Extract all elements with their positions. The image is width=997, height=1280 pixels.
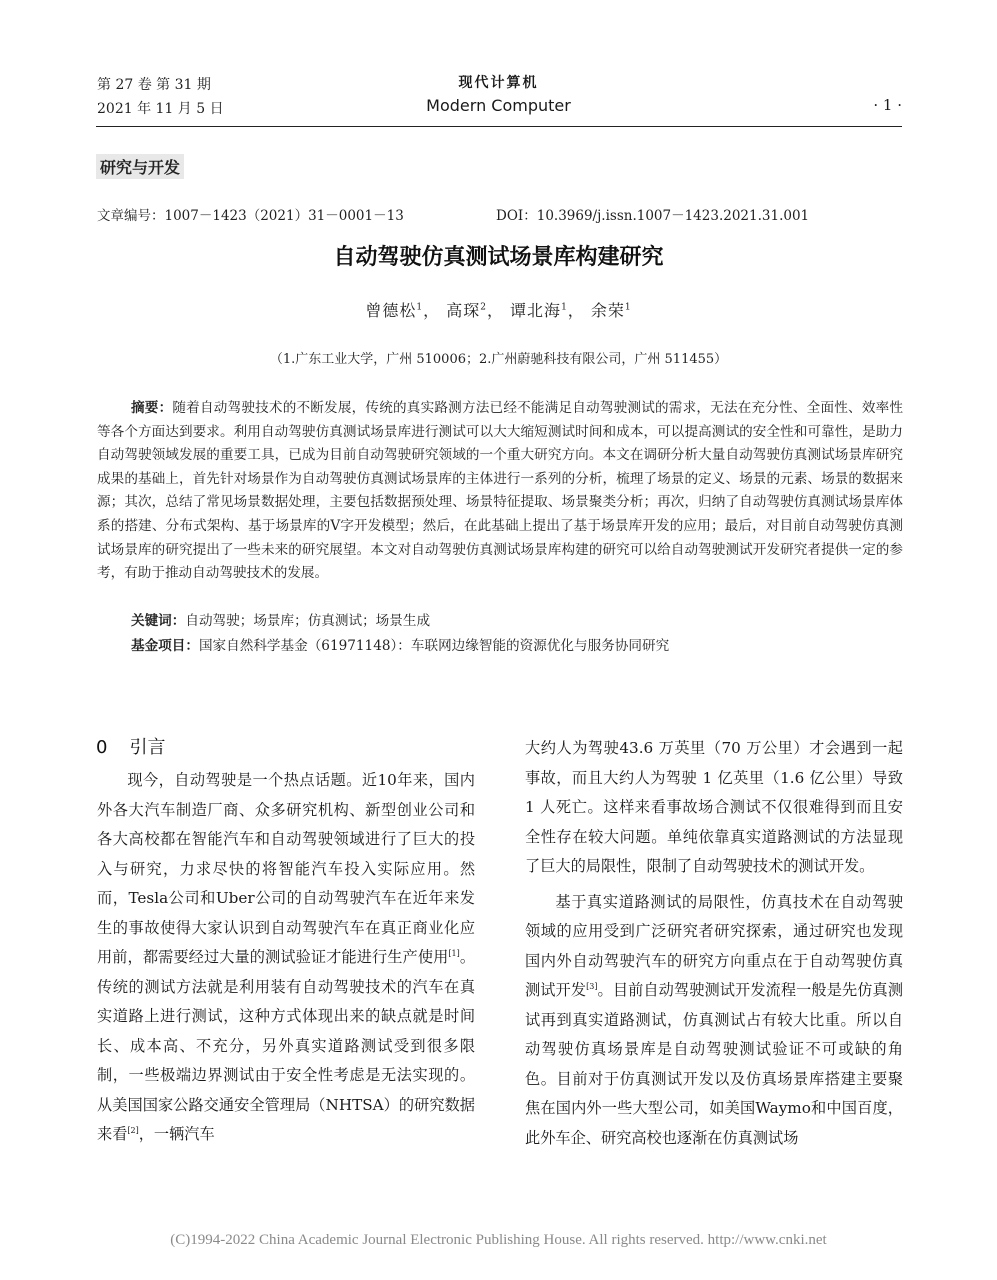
author-affil-mark: 1 (561, 302, 568, 313)
author: 余荣 (590, 301, 625, 320)
author-separator: ， (567, 301, 585, 320)
author-separator: ， (486, 301, 504, 320)
author-separator: ， (423, 301, 441, 320)
journal-name-en: Modern Computer (426, 96, 571, 115)
author-affil-mark: 1 (624, 302, 632, 313)
citation-ref: [3] (586, 981, 598, 991)
author-affil-mark: 1 (416, 302, 424, 313)
fund-project (131, 634, 669, 654)
doi: DOI：10.3969/j.issn.1007－1423.2021.31.001 (496, 208, 810, 224)
body-paragraph (97, 766, 475, 1150)
fund-text: 国家自然科学基金（61971148）：车联网边缘智能的资源优化与服务协同研究 (198, 638, 670, 654)
fund-label: 基金项目： (131, 638, 199, 654)
copyright-footer: (C)1994-2022 China Academic Journal Electronic Publishing House. All rights reserved. http://www.cnki.net (170, 1232, 827, 1248)
keywords (131, 609, 430, 629)
author: 曾德松 (365, 301, 417, 320)
volume-issue: 第 27 卷 第 31 期 (97, 77, 211, 93)
author-list (0, 298, 997, 321)
citation-ref: [2] (127, 1125, 139, 1135)
section-tag: 研究与开发 (96, 154, 184, 179)
paragraph-text: ，一辆汽车 (138, 1125, 215, 1143)
article-number: 文章编号：1007－1423（2021）31－0001－13 (97, 208, 404, 224)
journal-name-cn: 现代计算机 (458, 75, 539, 91)
abstract (97, 397, 903, 586)
header-rule (96, 126, 902, 127)
paper-title: 自动驾驶仿真测试场景库构建研究 (333, 245, 664, 270)
section-title: 引言 (129, 737, 166, 758)
keywords-text: 自动驾驶；场景库；仿真测试；场景生成 (185, 613, 431, 629)
body-paragraph: 大约人为驾驶43.6 万英里（70 万公里）才会遇到一起事故，而且大约人为驾驶 1 亿英里（1.6 亿公里）导致 1 人死亡。这样来看事故场合测试不仅很难得到而且安全性存在较大问题。单纯依靠真实道路测试的方法显现了巨大的局限性，限制了自动驾驶技术的测试开发。 (525, 739, 903, 875)
issue-date: 2021 年 11 月 5 日 (97, 101, 224, 117)
abstract-text: 随着自动驾驶技术的不断发展，传统的真实路测方法已经不能满足自动驾驶测试的需求，无法在充分性、全面性、效率性等各个方面达到要求。利用自动驾驶仿真测试场景库进行测试可以大大缩短测试时间和成本，可以提高测试的安全性和可靠性，是助力自动驾驶领域发展的重要工具，已成为目前自动驾驶研究领域的一个重大研究方向。本文在调研分析大量自动驾驶仿真测试场景库研究成果的基础上，首先针对场景作为自动驾驶仿真测试场景库的主体进行一系列的分析，梳理了场景的定义、场景的元素、场景的数据来源；其次，总结了常见场景数据处理，主要包括数据预处理、场景特征提取、场景聚类分析；再次，归纳了自动驾驶仿真测试场景库体系的搭建、分布式架构、基于场景库的V字开发模型；然后，在此基础上提出了基于场景库开发的应用；最后，对目前自动驾驶仿真测试场景库的研究提出了一些未来的研究展望。本文对自动驾驶仿真测试场景库构建的研究可以给自动驾驶测试开发研究者提供一定的参考，有助于推动自动驾驶技术的发展。 (97, 400, 904, 582)
author: 谭北海 (510, 301, 562, 320)
affiliation: （1.广东工业大学，广州 510006；2.广州蔚驰科技有限公司，广州 511455） (269, 352, 728, 367)
keywords-label: 关键词： (131, 613, 186, 629)
body-column-left (97, 766, 475, 1150)
author: 高琛 (446, 301, 481, 320)
author-affil-mark: 2 (480, 302, 487, 313)
citation-ref: [1] (448, 948, 460, 958)
section-heading (96, 733, 165, 759)
paragraph-text: 。传统的测试方法就是利用装有自动驾驶技术的汽车在真实道路上进行测试，这种方式体现出来的缺点就是时间长、成本高、不充分，另外真实道路测试受到很多限制，一些极端边界测试由于安全性考虑是无法实现的。从美国国家公路交通安全管理局（NHTSA）的研究数据来看 (97, 948, 476, 1143)
page-number: · 1 · (873, 96, 902, 114)
paragraph-text: 。目前自动驾驶测试开发流程一般是先仿真测试再到真实道路测试，仿真测试占有较大比重。所以自动驾驶仿真场景库是自动驾驶测试验证不可或缺的角色。目前对于仿真测试开发以及仿真场景库搭建主要聚焦在国内外一些大型公司，如美国Waymo和中国百度，此外车企、研究高校也逐渐在仿真测试场 (525, 981, 903, 1147)
section-number: 0 (96, 737, 108, 758)
body-column-right (525, 734, 903, 1153)
paragraph-text: 现今，自动驾驶是一个热点话题。近10年来，国内外各大汽车制造厂商、众多研究机构、新型创业公司和各大高校都在智能汽车和自动驾驶领域进行了巨大的投入与研究，力求尽快的将智能汽车投入实际应用。然而，Tesla公司和Uber公司的自动驾驶汽车在近年来发生的事故使得大家认识到自动驾驶汽车在真正商业化应用前，都需要经过大量的测试验证才能进行生产使用 (97, 771, 475, 966)
abstract-label: 摘要： (131, 400, 173, 416)
paragraph-text: 基于真实道路测试的局限性，仿真技术在自动驾驶领域的应用受到广泛研究者研究探索，通过研究也发现国内外自动驾驶汽车的研究方向重点在于自动驾驶仿真测试开发 (525, 892, 903, 999)
body-paragraph (525, 888, 903, 1154)
